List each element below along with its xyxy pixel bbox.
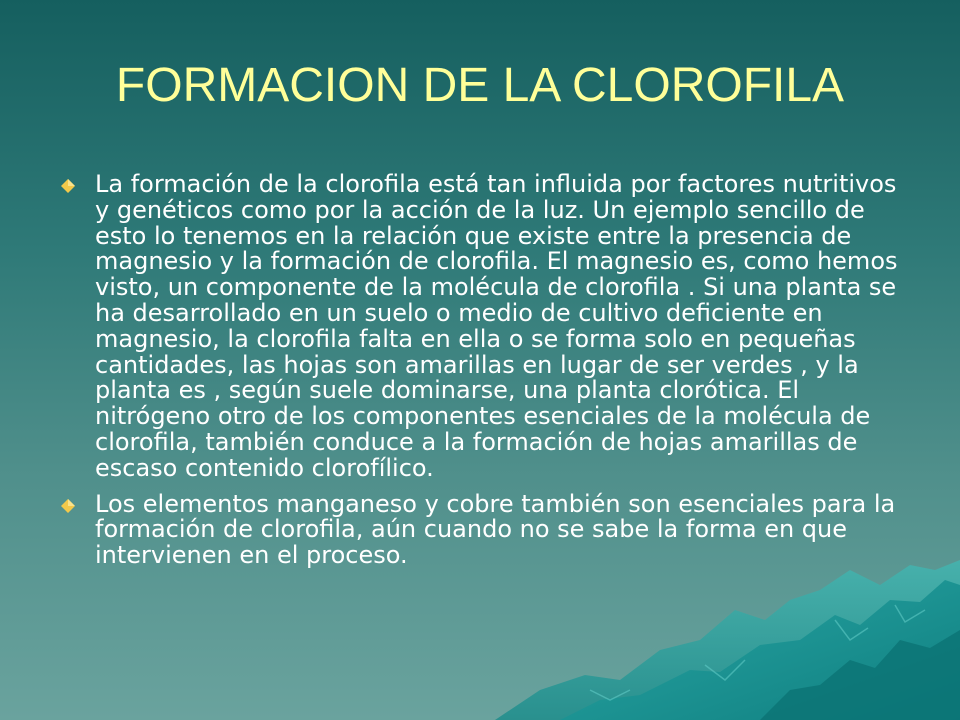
diamond-bullet-icon [61,499,75,513]
bullet-item [58,172,918,482]
bullet-text: La formación de la clorofila está tan influida por factores nutritivos y genéticos como por la acción de la luz. Un ejemplo sencillo de esto lo tenemos en la relación que existe entre la presencia de magnesio y la formación de clorofila. El magnesio es, como hemos visto, un componente de la molécula de clorofila . Si una planta se ha desarrollado en un suelo o medio de cultivo deficiente en magnesio, la clorofila falta en ella o se forma solo en pequeñas cantidades, las hojas son amarillas en lugar de ser verdes , y la planta es , según suele dominarse, una planta clorótica. El nitrógeno otro de los componentes esenciales de la molécula de clorofila, también conduce a la formación de hojas amarillas de escaso contenido clorofílico. [95,170,898,482]
diamond-bullet-icon [61,179,75,193]
bullet-list [58,172,918,579]
slide-title: FORMACION DE LA CLOROFILA [115,59,845,112]
bullet-item [58,489,918,570]
bullet-text: Los elementos manganeso y cobre también son esenciales para la formación de clorofila, aún cuando no se sabe la forma en que intervienen en el proceso. [95,489,896,570]
